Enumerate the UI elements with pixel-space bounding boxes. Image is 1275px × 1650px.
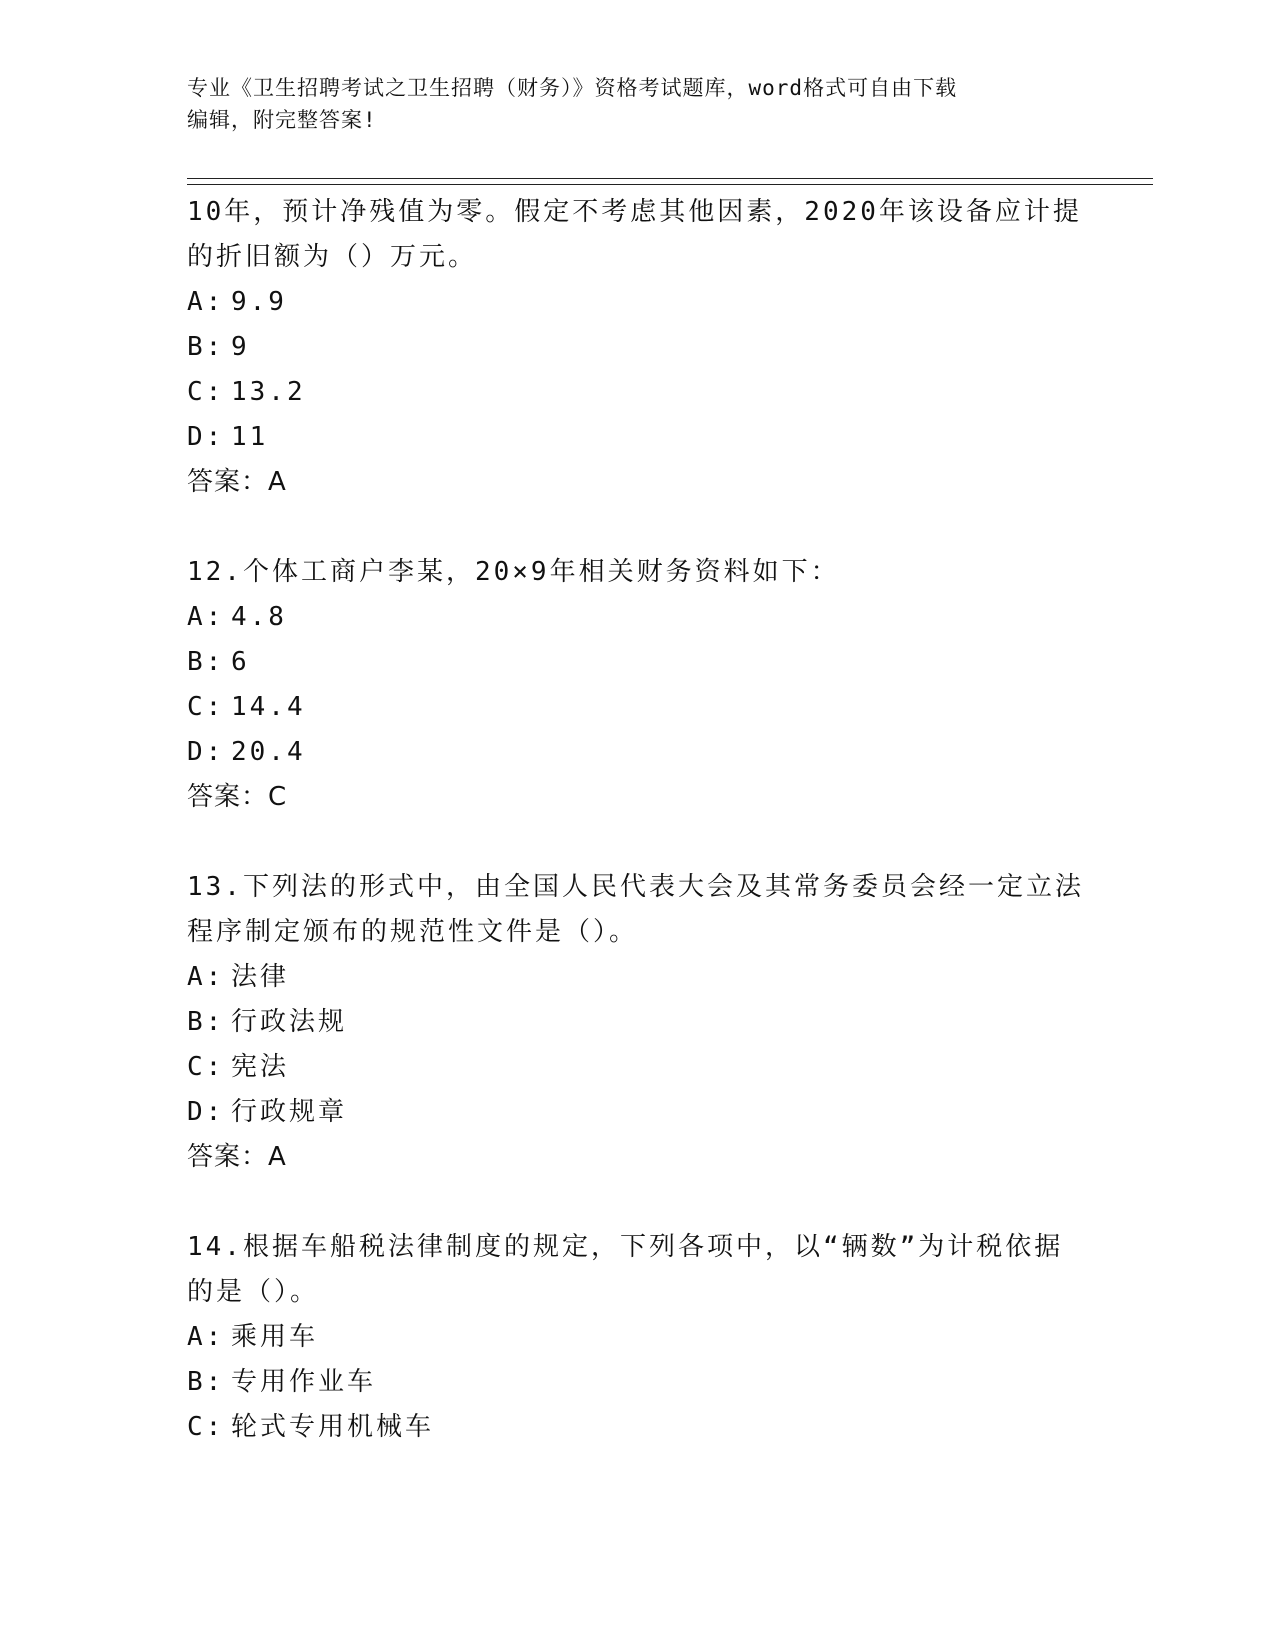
option-text: 20.4	[231, 737, 306, 767]
question-stem-line: 14.根据车船税法律制度的规定，下列各项中，以“辆数”为计税依据	[187, 1232, 1064, 1262]
question-stem-line: 程序制定颁布的规范性文件是（）。	[187, 917, 639, 947]
header-double-rule	[187, 178, 1153, 185]
question-stem-line: 的是（）。	[187, 1277, 320, 1307]
option-letter: A:	[187, 602, 225, 632]
answer-option	[187, 595, 1087, 640]
question-stem	[187, 550, 1087, 595]
option-letter: C:	[187, 692, 225, 722]
option-text: 6	[231, 647, 250, 677]
answer-option	[187, 415, 1087, 460]
question-block	[187, 190, 1087, 505]
answer-option	[187, 370, 1087, 415]
question-stem	[187, 1225, 1087, 1315]
option-letter: D:	[187, 1097, 225, 1127]
option-text: 行政规章	[231, 1097, 348, 1127]
option-letter: B:	[187, 332, 225, 362]
question-stem-line: 的折旧额为（）万元。	[187, 242, 478, 272]
answer-option	[187, 955, 1087, 1000]
option-letter: D:	[187, 737, 225, 767]
document-header	[187, 72, 1067, 136]
answer-option	[187, 325, 1087, 370]
header-title-line-2: 编辑，附完整答案!	[187, 108, 377, 132]
header-title-line-1: 专业《卫生招聘考试之卫生招聘（财务）》资格考试题库，word格式可自由下载	[187, 76, 958, 100]
question-stem-line: 12.个体工商户李某，20×9年相关财务资料如下：	[187, 557, 840, 587]
answer-option	[187, 1045, 1087, 1090]
option-text: 行政法规	[231, 1007, 348, 1037]
answer-option	[187, 1315, 1087, 1360]
option-text: 14.4	[231, 692, 306, 722]
question-block	[187, 550, 1087, 820]
answer-key: 答案：A	[187, 1142, 287, 1172]
option-text: 专用作业车	[231, 1367, 377, 1397]
option-text: 乘用车	[231, 1322, 319, 1352]
question-list	[187, 190, 1087, 1495]
option-text: 宪法	[231, 1052, 290, 1082]
option-text: 9	[231, 332, 250, 362]
option-letter: C:	[187, 377, 225, 407]
option-letter: C:	[187, 1052, 225, 1082]
answer-option	[187, 640, 1087, 685]
question-stem	[187, 190, 1087, 280]
option-letter: C:	[187, 1412, 225, 1442]
answer-option	[187, 1000, 1087, 1045]
option-text: 13.2	[231, 377, 306, 407]
option-letter: A:	[187, 287, 225, 317]
question-block	[187, 1225, 1087, 1450]
answer-key: 答案：A	[187, 467, 287, 497]
question-stem-line: 13.下列法的形式中，由全国人民代表大会及其常务委员会经一定立法	[187, 872, 1084, 902]
question-block	[187, 865, 1087, 1180]
answer-option	[187, 1090, 1087, 1135]
option-text: 法律	[231, 962, 290, 992]
answer-option	[187, 685, 1087, 730]
answer-option	[187, 730, 1087, 775]
option-text: 9.9	[231, 287, 287, 317]
option-text: 4.8	[231, 602, 287, 632]
option-letter: D:	[187, 422, 225, 452]
answer-key: 答案：C	[187, 782, 288, 812]
option-letter: A:	[187, 962, 225, 992]
question-stem	[187, 865, 1087, 955]
option-text: 11	[231, 422, 269, 452]
answer-option	[187, 1360, 1087, 1405]
option-letter: B:	[187, 647, 225, 677]
answer-option	[187, 1405, 1087, 1450]
option-letter: B:	[187, 1367, 225, 1397]
option-letter: A:	[187, 1322, 225, 1352]
question-stem-line: 10年，预计净残值为零。假定不考虑其他因素，2020年该设备应计提	[187, 197, 1082, 227]
option-text: 轮式专用机械车	[231, 1412, 435, 1442]
answer-option	[187, 280, 1087, 325]
option-letter: B:	[187, 1007, 225, 1037]
